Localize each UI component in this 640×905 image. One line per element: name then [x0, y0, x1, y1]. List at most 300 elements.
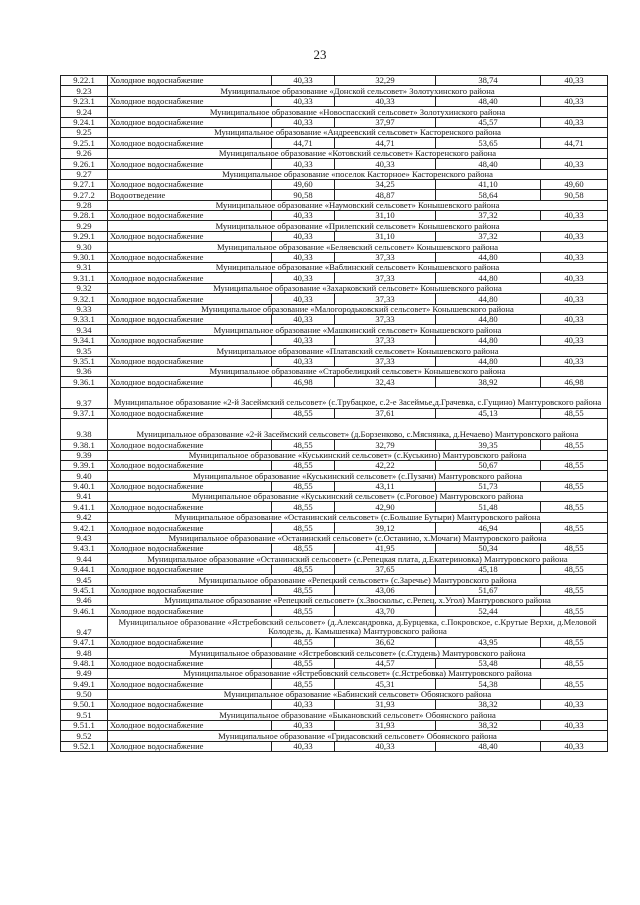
tariff-value-3: 38,32 [436, 700, 541, 710]
tariff-value-2: 48,87 [335, 190, 436, 200]
municipality-name: Муниципальное образование «Куськинский сельсовет» (с.Куськино) Мантуровского района [108, 450, 608, 460]
tariff-value-1: 40,33 [272, 741, 335, 751]
row-code: 9.43.1 [61, 544, 108, 554]
tariff-value-4: 40,33 [541, 273, 608, 283]
tariff-value-3: 45,18 [436, 564, 541, 574]
row-code: 9.33.1 [61, 314, 108, 324]
municipality-heading-row [61, 450, 608, 460]
service-name: Холодное водоснабжение [108, 273, 272, 283]
service-name: Холодное водоснабжение [108, 211, 272, 221]
tariff-value-1: 48,55 [272, 502, 335, 512]
service-name: Холодное водоснабжение [108, 335, 272, 345]
municipality-heading-row [61, 575, 608, 585]
municipality-name: Муниципальное образование «Платавский сельсовет» Конышевского района [108, 346, 608, 356]
tariff-value-1: 48,55 [272, 544, 335, 554]
service-name: Холодное водоснабжение [108, 502, 272, 512]
row-code: 9.25.1 [61, 138, 108, 148]
tariff-data-row [61, 190, 608, 200]
row-code: 9.30.1 [61, 252, 108, 262]
tariff-value-3: 41,10 [436, 179, 541, 189]
tariff-data-row [61, 138, 608, 148]
municipality-heading-row [61, 242, 608, 252]
tariff-value-2: 32,29 [335, 76, 436, 86]
tariff-data-row [61, 408, 608, 418]
municipality-name: Муниципальное образование «Репецкий сельсовет» (х.Звоскольс, с.Репец, х.Угол) Мантуровского района [108, 595, 608, 605]
tariff-data-row [61, 523, 608, 533]
municipality-name: Муниципальное образование «Останинский сельсовет» (с.Останино, х.Мочаги) Мантуровского района [108, 533, 608, 543]
tariff-value-1: 44,71 [272, 138, 335, 148]
tariff-value-4: 40,33 [541, 720, 608, 730]
tariff-value-1: 48,55 [272, 460, 335, 470]
tariff-data-row [61, 564, 608, 574]
tariff-value-1: 40,33 [272, 76, 335, 86]
service-name: Холодное водоснабжение [108, 700, 272, 710]
municipality-name: Муниципальное образование «Репецкий сельсовет» (с.Заречье) Мантуровского района [108, 575, 608, 585]
service-name: Холодное водоснабжение [108, 314, 272, 324]
tariff-data-row [61, 96, 608, 106]
municipality-name: Муниципальное образование «Ястребовский сельсовет» (д.Александровка, д.Бурцевка, с.Покровское, с.Крутые Верхи, д.Меловой Колодезь, д. Камышенка) Мантуровского района [108, 616, 608, 637]
service-name: Холодное водоснабжение [108, 294, 272, 304]
tariff-data-row [61, 741, 608, 751]
row-code: 9.36 [61, 366, 108, 376]
tariff-value-1: 90,58 [272, 190, 335, 200]
tariff-value-4: 90,58 [541, 190, 608, 200]
tariff-value-2: 43,06 [335, 585, 436, 595]
tariff-data-row [61, 117, 608, 127]
row-code: 9.48.1 [61, 658, 108, 668]
tariff-value-4: 40,33 [541, 335, 608, 345]
municipality-heading-row [61, 668, 608, 678]
tariff-value-3: 46,94 [436, 523, 541, 533]
service-name: Холодное водоснабжение [108, 637, 272, 647]
municipality-name: Муниципальное образование «2-й Засеймский сельсовет» (с.Трубацкое, с.2-е Засеймье,д.Грачевка, с.Гущино) Мантуровского района [108, 387, 608, 408]
row-code: 9.46.1 [61, 606, 108, 616]
row-code: 9.41 [61, 492, 108, 502]
tariff-value-1: 48,55 [272, 564, 335, 574]
tariff-value-2: 39,12 [335, 523, 436, 533]
service-name: Холодное водоснабжение [108, 440, 272, 450]
service-name: Водоотведение [108, 190, 272, 200]
municipality-heading-row [61, 127, 608, 137]
tariff-value-4: 40,33 [541, 294, 608, 304]
municipality-heading-row [61, 263, 608, 273]
tariff-value-3: 50,67 [436, 460, 541, 470]
row-code: 9.27.2 [61, 190, 108, 200]
service-name: Холодное водоснабжение [108, 658, 272, 668]
tariff-value-4: 40,33 [541, 76, 608, 86]
tariff-value-1: 46,98 [272, 377, 335, 387]
tariff-value-2: 44,57 [335, 658, 436, 668]
municipality-heading-row [61, 169, 608, 179]
tariff-value-2: 43,70 [335, 606, 436, 616]
tariff-value-3: 44,80 [436, 273, 541, 283]
tariff-data-row [61, 252, 608, 262]
service-name: Холодное водоснабжение [108, 741, 272, 751]
tariff-value-1: 48,55 [272, 440, 335, 450]
service-name: Холодное водоснабжение [108, 76, 272, 86]
tariff-value-2: 41,95 [335, 544, 436, 554]
row-code: 9.27.1 [61, 179, 108, 189]
municipality-heading-row [61, 283, 608, 293]
row-code: 9.37 [61, 387, 108, 408]
tariff-value-1: 40,33 [272, 159, 335, 169]
municipality-name: Муниципальное образование «Быкановский сельсовет» Обоянского района [108, 710, 608, 720]
row-code: 9.29 [61, 221, 108, 231]
municipality-heading-row [61, 492, 608, 502]
tariff-data-row [61, 440, 608, 450]
municipality-name: Муниципальное образование «Бабинский сельсовет» Обоянского района [108, 689, 608, 699]
tariff-value-2: 31,10 [335, 231, 436, 241]
tariff-value-2: 42,22 [335, 460, 436, 470]
tariff-data-row [61, 460, 608, 470]
tariff-value-4: 48,55 [541, 408, 608, 418]
row-code: 9.43 [61, 533, 108, 543]
municipality-name: Муниципальное образование «поселок Касторное» Касторенского района [108, 169, 608, 179]
row-code: 9.52 [61, 731, 108, 741]
municipality-heading-row [61, 689, 608, 699]
service-name: Холодное водоснабжение [108, 252, 272, 262]
tariff-value-3: 38,32 [436, 720, 541, 730]
tariff-value-4: 48,55 [541, 606, 608, 616]
row-code: 9.32 [61, 283, 108, 293]
tariff-value-3: 37,32 [436, 211, 541, 221]
municipality-name: Муниципальное образование «Беляевский сельсовет» Конышевского района [108, 242, 608, 252]
row-code: 9.36.1 [61, 377, 108, 387]
tariff-value-4: 48,55 [541, 440, 608, 450]
row-code: 9.39 [61, 450, 108, 460]
tariff-value-4: 40,33 [541, 700, 608, 710]
tariff-data-row [61, 76, 608, 86]
tariff-value-3: 44,80 [436, 356, 541, 366]
row-code: 9.39.1 [61, 460, 108, 470]
tariff-data-row [61, 377, 608, 387]
tariff-value-2: 37,33 [335, 335, 436, 345]
municipality-name: Муниципальное образование «Ястребовский сельсовет» (с.Ястребовка) Мантуровского района [108, 668, 608, 678]
municipality-name: Муниципальное образование «Ваблинский сельсовет» Конышевского района [108, 263, 608, 273]
tariff-value-3: 38,92 [436, 377, 541, 387]
tariff-value-3: 51,67 [436, 585, 541, 595]
service-name: Холодное водоснабжение [108, 679, 272, 689]
municipality-heading-row [61, 221, 608, 231]
municipality-name: Муниципальное образование «Останинский сельсовет» (с.Репецкая плата, д.Екатериновка) Мантуровского района [108, 554, 608, 564]
tariff-value-1: 48,55 [272, 408, 335, 418]
tariff-data-row [61, 637, 608, 647]
row-code: 9.51.1 [61, 720, 108, 730]
municipality-heading-row [61, 616, 608, 637]
row-code: 9.22.1 [61, 76, 108, 86]
row-code: 9.40.1 [61, 481, 108, 491]
tariff-data-row [61, 679, 608, 689]
municipality-name: Муниципальное образование «2-й Засеймский сельсовет» (д.Борзенково, с.Мяснянка, д.Нечаево) Мантуровского района [108, 419, 608, 440]
tariff-value-1: 48,55 [272, 679, 335, 689]
tariff-data-row [61, 700, 608, 710]
tariff-value-2: 32,43 [335, 377, 436, 387]
tariff-value-3: 51,48 [436, 502, 541, 512]
row-code: 9.52.1 [61, 741, 108, 751]
tariff-value-4: 40,33 [541, 211, 608, 221]
page-number: 23 [313, 47, 327, 62]
tariff-value-4: 40,33 [541, 356, 608, 366]
tariff-data-row [61, 720, 608, 730]
tariff-value-1: 40,33 [272, 96, 335, 106]
tariff-data-row [61, 585, 608, 595]
municipality-heading-row [61, 648, 608, 658]
service-name: Холодное водоснабжение [108, 606, 272, 616]
tariff-value-1: 40,33 [272, 700, 335, 710]
tariff-value-1: 40,33 [272, 720, 335, 730]
tariff-value-3: 45,13 [436, 408, 541, 418]
row-code: 9.42 [61, 512, 108, 522]
row-code: 9.38 [61, 419, 108, 440]
row-code: 9.24.1 [61, 117, 108, 127]
tariff-value-2: 31,93 [335, 720, 436, 730]
row-code: 9.40 [61, 471, 108, 481]
tariff-value-2: 37,33 [335, 314, 436, 324]
row-code: 9.45 [61, 575, 108, 585]
tariff-value-2: 31,10 [335, 211, 436, 221]
municipality-name: Муниципальное образование «Донской сельсовет» Золотухинского района [108, 86, 608, 96]
tariff-value-3: 37,32 [436, 231, 541, 241]
municipality-heading-row [61, 471, 608, 481]
tariff-value-3: 53,48 [436, 658, 541, 668]
tariff-value-4: 48,55 [541, 544, 608, 554]
row-code: 9.50 [61, 689, 108, 699]
municipality-name: Муниципальное образование «Новоспасский сельсовет» Золотухинского района [108, 107, 608, 117]
tariff-value-2: 45,31 [335, 679, 436, 689]
tariff-value-1: 49,60 [272, 179, 335, 189]
row-code: 9.28.1 [61, 211, 108, 221]
tariff-value-4: 46,98 [541, 377, 608, 387]
tariff-value-3: 48,40 [436, 741, 541, 751]
row-code: 9.28 [61, 200, 108, 210]
municipality-heading-row [61, 710, 608, 720]
tariff-value-1: 48,55 [272, 658, 335, 668]
tariff-value-4: 40,33 [541, 159, 608, 169]
tariff-value-1: 40,33 [272, 273, 335, 283]
tariff-value-3: 48,40 [436, 96, 541, 106]
row-code: 9.33 [61, 304, 108, 314]
municipality-name: Муниципальное образование «Ястребовский сельсовет» (с.Студень) Мантуровского района [108, 648, 608, 658]
tariff-value-2: 40,33 [335, 741, 436, 751]
service-name: Холодное водоснабжение [108, 460, 272, 470]
municipality-name: Муниципальное образование «Прилепский сельсовет» Конышевского района [108, 221, 608, 231]
tariff-value-2: 40,33 [335, 159, 436, 169]
row-code: 9.42.1 [61, 523, 108, 533]
tariff-data-row [61, 231, 608, 241]
tariff-value-4: 48,55 [541, 564, 608, 574]
row-code: 9.35.1 [61, 356, 108, 366]
municipality-heading-row [61, 554, 608, 564]
row-code: 9.41.1 [61, 502, 108, 512]
row-code: 9.25 [61, 127, 108, 137]
tariff-value-3: 54,38 [436, 679, 541, 689]
tariff-value-3: 50,34 [436, 544, 541, 554]
municipality-heading-row [61, 595, 608, 605]
tariff-value-4: 40,33 [541, 231, 608, 241]
tariff-value-1: 48,55 [272, 481, 335, 491]
service-name: Холодное водоснабжение [108, 231, 272, 241]
row-code: 9.51 [61, 710, 108, 720]
tariff-value-3: 43,95 [436, 637, 541, 647]
service-name: Холодное водоснабжение [108, 481, 272, 491]
tariff-table-body [61, 76, 608, 752]
row-code: 9.38.1 [61, 440, 108, 450]
service-name: Холодное водоснабжение [108, 523, 272, 533]
municipality-name: Муниципальное образование «Куськинский сельсовет» (с.Роговое) Мантуровского района [108, 492, 608, 502]
tariff-value-3: 51,73 [436, 481, 541, 491]
tariff-value-3: 38,74 [436, 76, 541, 86]
municipality-heading-row [61, 346, 608, 356]
tariff-data-row [61, 481, 608, 491]
tariff-value-4: 40,33 [541, 117, 608, 127]
tariff-data-row [61, 658, 608, 668]
tariff-value-2: 37,33 [335, 273, 436, 283]
tariff-value-3: 45,57 [436, 117, 541, 127]
row-code: 9.44.1 [61, 564, 108, 574]
row-code: 9.49.1 [61, 679, 108, 689]
tariff-value-2: 44,71 [335, 138, 436, 148]
tariff-value-4: 48,55 [541, 460, 608, 470]
tariff-value-1: 40,33 [272, 314, 335, 324]
tariff-value-2: 42,90 [335, 502, 436, 512]
municipality-heading-row [61, 387, 608, 408]
municipality-name: Муниципальное образование «Захарковский сельсовет» Конышевского района [108, 283, 608, 293]
tariff-value-1: 48,55 [272, 637, 335, 647]
tariff-value-4: 44,71 [541, 138, 608, 148]
tariff-value-4: 40,33 [541, 741, 608, 751]
tariff-data-row [61, 211, 608, 221]
tariff-value-1: 40,33 [272, 356, 335, 366]
row-code: 9.37.1 [61, 408, 108, 418]
tariff-data-row [61, 502, 608, 512]
municipality-heading-row [61, 731, 608, 741]
row-code: 9.35 [61, 346, 108, 356]
tariff-value-4: 40,33 [541, 314, 608, 324]
service-name: Холодное водоснабжение [108, 138, 272, 148]
tariff-value-2: 37,65 [335, 564, 436, 574]
municipality-name: Муниципальное образование «Андреевский сельсовет» Касторенского района [108, 127, 608, 137]
tariff-value-2: 37,61 [335, 408, 436, 418]
municipality-name: Муниципальное образование «Старобелицкий сельсовет» Конышевского района [108, 366, 608, 376]
service-name: Холодное водоснабжение [108, 720, 272, 730]
tariff-value-2: 37,33 [335, 294, 436, 304]
tariff-value-3: 52,44 [436, 606, 541, 616]
tariff-value-3: 48,40 [436, 159, 541, 169]
row-code: 9.29.1 [61, 231, 108, 241]
tariff-value-1: 40,33 [272, 294, 335, 304]
municipality-heading-row [61, 304, 608, 314]
municipality-heading-row [61, 148, 608, 158]
row-code: 9.49 [61, 668, 108, 678]
tariff-value-1: 40,33 [272, 211, 335, 221]
municipality-heading-row [61, 533, 608, 543]
municipality-heading-row [61, 419, 608, 440]
tariff-data-row [61, 159, 608, 169]
row-code: 9.47 [61, 616, 108, 637]
tariff-value-3: 58,64 [436, 190, 541, 200]
row-code: 9.34.1 [61, 335, 108, 345]
row-code: 9.26.1 [61, 159, 108, 169]
tariff-value-1: 40,33 [272, 335, 335, 345]
municipality-heading-row [61, 200, 608, 210]
row-code: 9.47.1 [61, 637, 108, 647]
row-code: 9.48 [61, 648, 108, 658]
row-code: 9.44 [61, 554, 108, 564]
tariff-value-3: 44,80 [436, 314, 541, 324]
row-code: 9.34 [61, 325, 108, 335]
tariff-data-row [61, 544, 608, 554]
service-name: Холодное водоснабжение [108, 408, 272, 418]
service-name: Холодное водоснабжение [108, 564, 272, 574]
row-code: 9.30 [61, 242, 108, 252]
tariff-value-2: 32,79 [335, 440, 436, 450]
tariff-value-4: 40,33 [541, 252, 608, 262]
service-name: Холодное водоснабжение [108, 544, 272, 554]
row-code: 9.31.1 [61, 273, 108, 283]
row-code: 9.31 [61, 263, 108, 273]
row-code: 9.45.1 [61, 585, 108, 595]
municipality-heading-row [61, 325, 608, 335]
municipality-heading-row [61, 107, 608, 117]
tariff-data-row [61, 606, 608, 616]
service-name: Холодное водоснабжение [108, 117, 272, 127]
row-code: 9.46 [61, 595, 108, 605]
tariff-value-4: 48,55 [541, 658, 608, 668]
municipality-name: Муниципальное образование «Котовский сельсовет» Касторенского района [108, 148, 608, 158]
tariff-value-4: 48,55 [541, 585, 608, 595]
municipality-heading-row [61, 86, 608, 96]
row-code: 9.23.1 [61, 96, 108, 106]
tariff-value-2: 37,97 [335, 117, 436, 127]
service-name: Холодное водоснабжение [108, 179, 272, 189]
tariff-value-4: 40,33 [541, 96, 608, 106]
tariff-value-3: 44,80 [436, 252, 541, 262]
tariff-value-3: 53,65 [436, 138, 541, 148]
municipality-name: Муниципальное образование «Куськинский сельсовет» (с.Пузачи) Мантуровского района [108, 471, 608, 481]
tariff-value-2: 36,62 [335, 637, 436, 647]
tariff-value-4: 48,55 [541, 523, 608, 533]
tariff-value-1: 40,33 [272, 252, 335, 262]
municipality-heading-row [61, 512, 608, 522]
tariff-value-3: 39,35 [436, 440, 541, 450]
row-code: 9.24 [61, 107, 108, 117]
tariff-value-4: 48,55 [541, 679, 608, 689]
tariff-data-row [61, 294, 608, 304]
tariff-value-4: 48,55 [541, 481, 608, 491]
tariff-table [60, 75, 608, 752]
tariff-value-4: 48,55 [541, 502, 608, 512]
municipality-name: Муниципальное образование «Останинский сельсовет» (с.Большие Бутыри) Мантуровского района [108, 512, 608, 522]
tariff-data-row [61, 179, 608, 189]
tariff-value-2: 43,11 [335, 481, 436, 491]
service-name: Холодное водоснабжение [108, 159, 272, 169]
tariff-value-1: 48,55 [272, 606, 335, 616]
row-code: 9.26 [61, 148, 108, 158]
municipality-name: Муниципальное образование «Малогородьковский сельсовет» Конышевского района [108, 304, 608, 314]
service-name: Холодное водоснабжение [108, 96, 272, 106]
municipality-name: Муниципальное образование «Гридасовский сельсовет» Обоянского района [108, 731, 608, 741]
service-name: Холодное водоснабжение [108, 356, 272, 366]
tariff-value-4: 48,55 [541, 637, 608, 647]
row-code: 9.23 [61, 86, 108, 96]
row-code: 9.27 [61, 169, 108, 179]
service-name: Холодное водоснабжение [108, 585, 272, 595]
row-code: 9.50.1 [61, 700, 108, 710]
tariff-value-3: 44,80 [436, 335, 541, 345]
tariff-data-row [61, 335, 608, 345]
tariff-value-1: 40,33 [272, 231, 335, 241]
tariff-value-2: 40,33 [335, 96, 436, 106]
